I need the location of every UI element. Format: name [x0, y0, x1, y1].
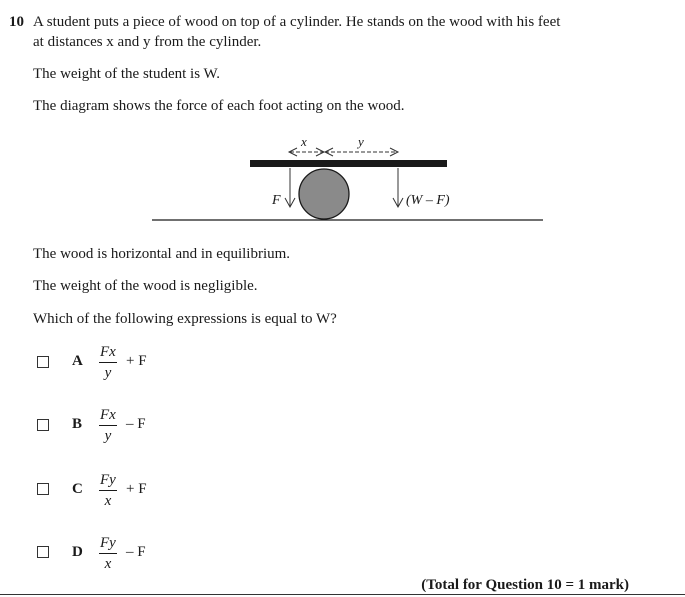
option-D-denominator: x — [104, 556, 112, 572]
diagram-intro: The diagram shows the force of each foot acting on the wood. — [33, 98, 405, 114]
negligible-sentence: The weight of the wood is negligible. — [33, 278, 258, 294]
bottom-rule — [0, 594, 685, 595]
option-C-denominator: x — [104, 493, 112, 509]
option-D-letter: D — [72, 544, 83, 560]
option-C-fraction — [99, 472, 117, 509]
cylinder — [299, 169, 349, 219]
option-A-letter: A — [72, 353, 83, 369]
option-A-numerator: Fx — [100, 344, 116, 360]
option-C-tail: + F — [126, 481, 147, 497]
label-W-minus-F: (W – F) — [406, 193, 450, 208]
label-x: x — [301, 134, 307, 149]
total-marks: (Total for Question 10 = 1 mark) — [421, 577, 629, 593]
question-stem-line2: at distances x and y from the cylinder. — [33, 34, 262, 50]
force-WF-arrow — [393, 168, 403, 207]
option-C-checkbox[interactable] — [37, 483, 49, 495]
option-A-tail: + F — [126, 353, 147, 369]
option-D-numerator: Fy — [100, 535, 116, 551]
force-F-arrow — [285, 168, 295, 207]
option-C-letter: C — [72, 481, 83, 497]
option-B-tail: – F — [126, 416, 146, 432]
option-D-checkbox[interactable] — [37, 546, 49, 558]
wood-plank — [250, 160, 447, 167]
option-B-fraction — [99, 407, 117, 444]
equilibrium-sentence: The wood is horizontal and in equilibrium. — [33, 246, 291, 262]
label-F: F — [272, 193, 281, 208]
question-stem-line1: A student puts a piece of wood on top of a cylinder. He stands on the wood with his feet — [33, 14, 561, 30]
option-B-checkbox[interactable] — [37, 419, 49, 431]
option-B-numerator: Fx — [100, 407, 116, 423]
question-number: 10 — [9, 14, 24, 30]
label-y: y — [358, 134, 364, 149]
option-A-denominator: y — [104, 365, 112, 381]
option-A-fraction — [99, 344, 117, 381]
option-A-checkbox[interactable] — [37, 356, 49, 368]
option-D-tail: – F — [126, 544, 146, 560]
option-C-numerator: Fy — [100, 472, 116, 488]
force-diagram — [0, 130, 685, 230]
option-B-letter: B — [72, 416, 83, 432]
option-D-fraction — [99, 535, 117, 572]
question-prompt: Which of the following expressions is equal to W? — [33, 311, 337, 327]
option-B-denominator: y — [104, 428, 112, 444]
weight-sentence: The weight of the student is W. — [33, 66, 221, 82]
